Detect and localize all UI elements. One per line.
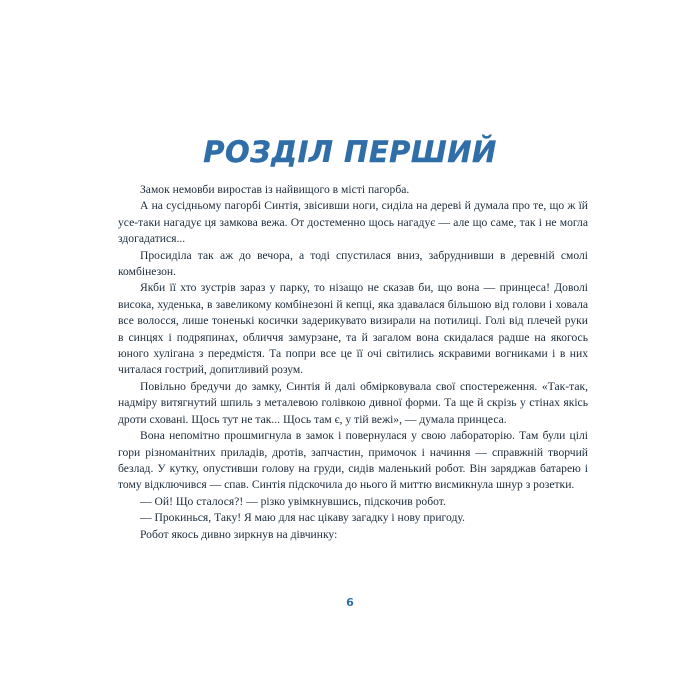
paragraph: Замок немовби виростав із найвищого в місті пагорба. (140, 183, 410, 196)
body-text (118, 182, 588, 543)
chapter-title: РОЗДІЛ ПЕРШИЙ (203, 135, 497, 169)
paragraph: Повільно бредучи до замку, Синтія й далі обмірковувала свої спостереження. «Так-так, надміру витягнутий шпиль з металевою голівкою дивної форми. Та ще й скрізь у стінах якісь дроти сховані. Щось тут не так... Щось там є, у тій вежі», — думала принцеса. (118, 379, 588, 426)
paragraph: Якби її хто зустрів зараз у парку, то нізащо не сказав би, що вона — принцеса! Доволі висока, худенька, в завеликому комбінезоні й кепці, яка здавалася більшою від голови і ховала все волосся, лише тоненькі косички задерикувато визирали на потилиці. Голі від плечей руки в синцях і подряпинах, обличчя замурзане, та й загалом вона скидалася радше на якогось юного хулігана з передмістя. Та попри все це її очі світились яскравими вогниками і в них читалася гострий, допитливий розум. (118, 281, 588, 377)
paragraph: Робот якось дивно зиркнув на дівчинку: (140, 527, 338, 541)
paragraph: А на сусідньому пагорбі Синтія, звісивши ноги, сиділа на дереві й думала про те, що ж їй усе-таки нагадує ця замкова вежа. От достеменно щось нагадує — але що саме, так і не могла здогадатися... (118, 199, 588, 246)
paragraph: — Ой! Що сталося?! — різко увімкнувшись, підскочив робот. (140, 494, 446, 508)
paragraph: Просиділа так аж до вечора, а тоді спустилася вниз, забруднивши в деревній смолі комбінезон. (118, 248, 588, 279)
page-number: 6 (346, 596, 354, 609)
paragraph: Вона непомітно прошмигнула в замок і повернулася у свою лабораторію. Там були цілі гори різноманітних приладів, дротів, запчастин, примочок і начиння — справжній творчий безлад. У кутку, опустивши голову на груди, сидів маленький робот. Він заряджав батарею і тому відключився — спав. Синтія підскочила до нього й миттю висмикнула шнур з розетки. (118, 429, 588, 492)
paragraph: — Прокинься, Таку! Я маю для нас цікаву загадку і нову пригоду. (140, 511, 465, 525)
